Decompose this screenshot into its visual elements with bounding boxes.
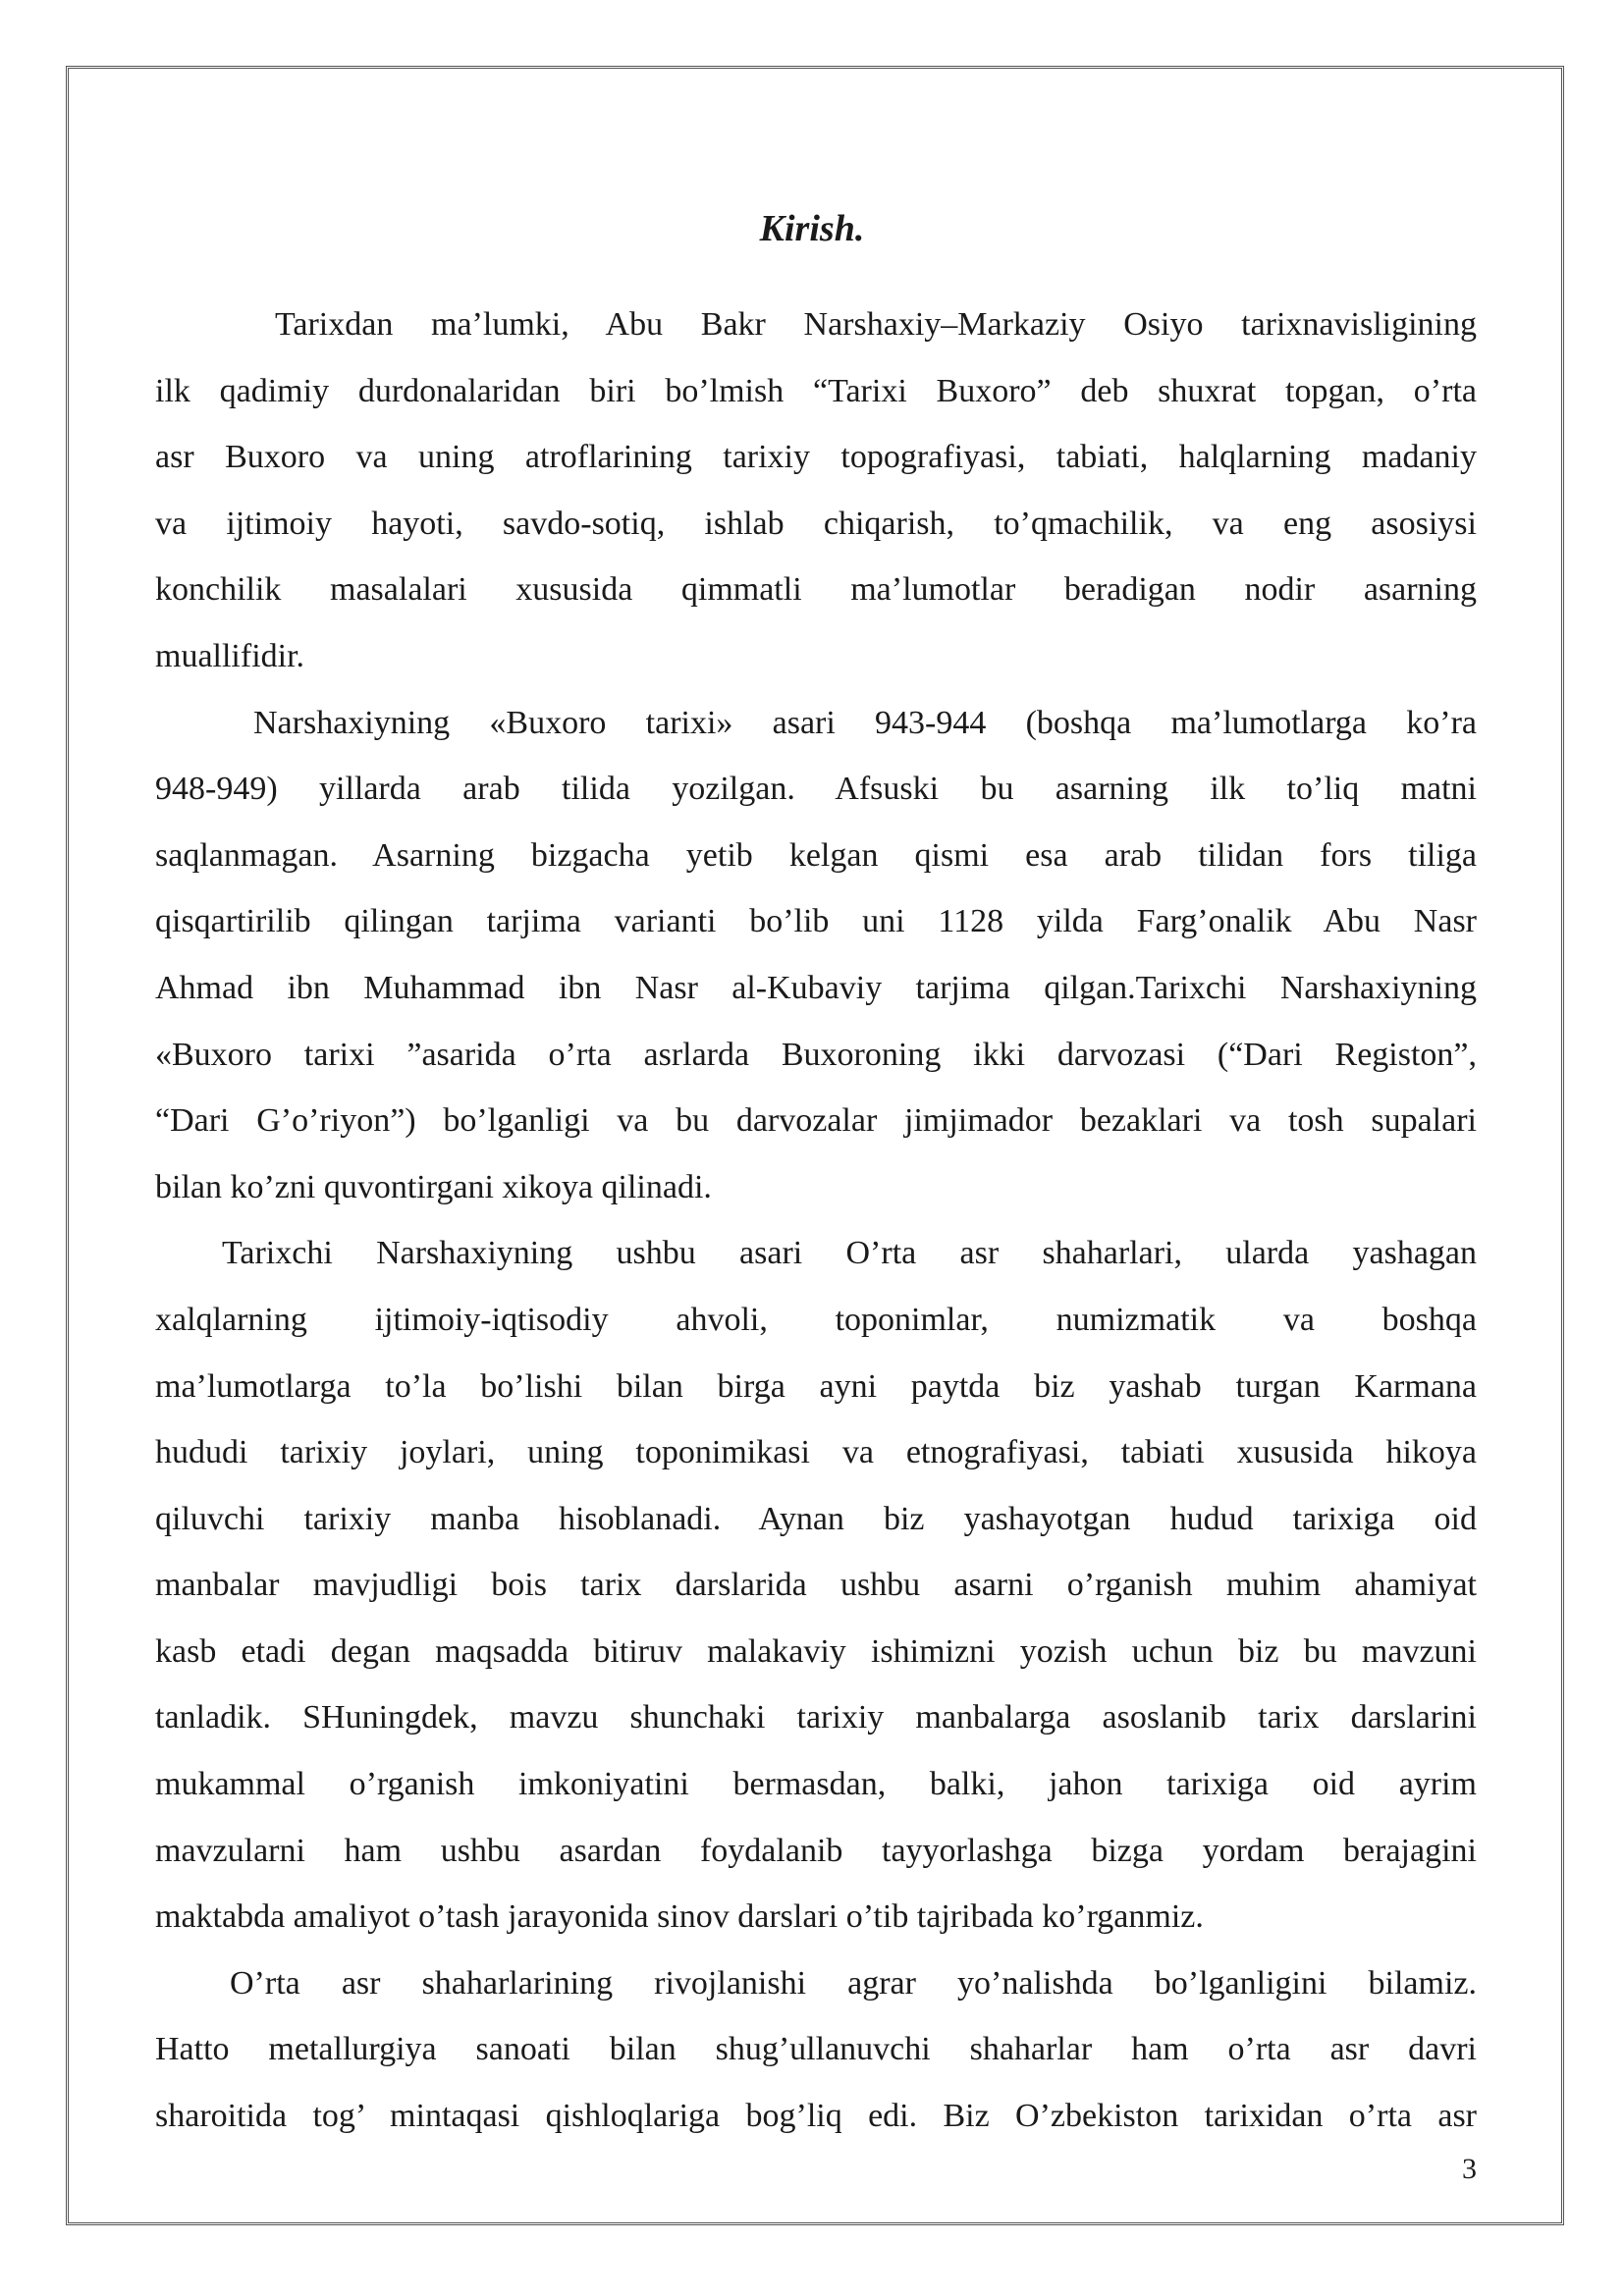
text-line: tanladik. SHuningdek, mavzu shunchaki tarixiy manbalarga asoslanib tarix darslarini [155,1699,1477,1736]
text-line: manbalar mavjudligi bois tarix darslarida ushbu asarni o’rganish muhim ahamiyat [155,1567,1477,1604]
text-line: Tarixdan ma’lumki, Abu Bakr Narshaxiy–Markaziy Osiyo tarixnavisligining [275,306,1477,343]
paragraph [155,690,1477,1221]
paragraph [155,1220,1477,1950]
text-line: qisqartirilib qilingan tarjima varianti bo’lib uni 1128 yilda Farg’onalik Abu Nasr [155,903,1477,940]
page-number: 3 [1462,2153,1477,2185]
text-line: kasb etadi degan maqsadda bitiruv malakaviy ishimizni yozish uchun biz bu mavzuni [155,1632,1477,1670]
text-line: mavzularni ham ushbu asardan foydalanib tayyorlashga bizga yordam berajagini [155,1832,1477,1869]
text-line: saqlanmagan. Asarning bizgacha yetib kelgan qismi esa arab tilidan fors tiliga [155,836,1477,874]
text-line: Tarixchi Narshaxiyning ushbu asari O’rta asr shaharlari, ularda yashagan [222,1235,1477,1272]
text-line: hududi tarixiy joylari, uning toponimikasi va etnografiyasi, tabiati xususida hikoya [155,1434,1477,1471]
text-line: «Buxoro tarixi ”asarida o’rta asrlarda Buxoroning ikki darvozasi (“Dari Registon”, [155,1036,1477,1073]
text-line: Ahmad ibn Muhammad ibn Nasr al-Kubaviy tarjima qilgan.Tarixchi Narshaxiyning [155,969,1477,1006]
text-line: ma’lumotlarga to’la bo’lishi bilan birga ayni paytda biz yashab turgan Karmana [155,1367,1477,1405]
text-line: maktabda amaliyot o’tash jarayonida sinov darslari o’tib tajribada ko’rganmiz. [155,1898,1204,1936]
text-line: O’rta asr shaharlarining rivojlanishi agrar yo’nalishda bo’lganligini bilamiz. [230,1964,1477,2002]
text-line: asr Buxoro va uning atroflarining tarixiy topografiyasi, tabiati, halqlarning madaniy [155,439,1477,476]
text-line: qiluvchi tarixiy manba hisoblanadi. Aynan biz yashayotgan hudud tarixiga oid [155,1500,1477,1537]
text-line: va ijtimoiy hayoti, savdo-sotiq, ishlab chiqarish, to’qmachilik, va eng asosiysi [155,505,1477,542]
text-line: xalqlarning ijtimoiy-iqtisodiy ahvoli, toponimlar, numizmatik va boshqa [155,1301,1477,1338]
text-line: ilk qadimiy durdonalaridan biri bo’lmish “Tarixi Buxoro” deb shuxrat topgan, o’rta [155,372,1477,409]
text-line: 948-949) yillarda arab tilida yozilgan. Afsuski bu asarning ilk to’liq matni [155,771,1477,808]
text-line: konchilik masalalari xususida qimmatli ma’lumotlar beradigan nodir asarning [155,571,1477,609]
text-line: mukammal o’rganish imkoniyatini bermasdan, balki, jahon tarixiga oid ayrim [155,1766,1477,1803]
paragraph [155,1950,1477,2150]
page-title: Kirish. [759,208,865,249]
text-line: sharoitida tog’ mintaqasi qishloqlariga bog’liq edi. Biz O’zbekiston tarixidan o’rta asr [155,2098,1477,2135]
paragraph [155,292,1477,690]
text-line: Hatto metallurgiya sanoati bilan shug’ullanuvchi shaharlar ham o’rta asr davri [155,2031,1477,2068]
document-body [155,292,1477,2150]
text-line: Narshaxiyning «Buxoro tarixi» asari 943-944 (boshqa ma’lumotlarga ko’ra [253,704,1477,741]
text-line: muallifidir. [155,637,305,674]
text-line: “Dari G’o’riyon”) bo’lganligi va bu darvozalar jimjimador bezaklari va tosh supalari [155,1102,1477,1140]
text-line: bilan ko’zni quvontirgani xikoya qilinadi. [155,1168,712,1205]
